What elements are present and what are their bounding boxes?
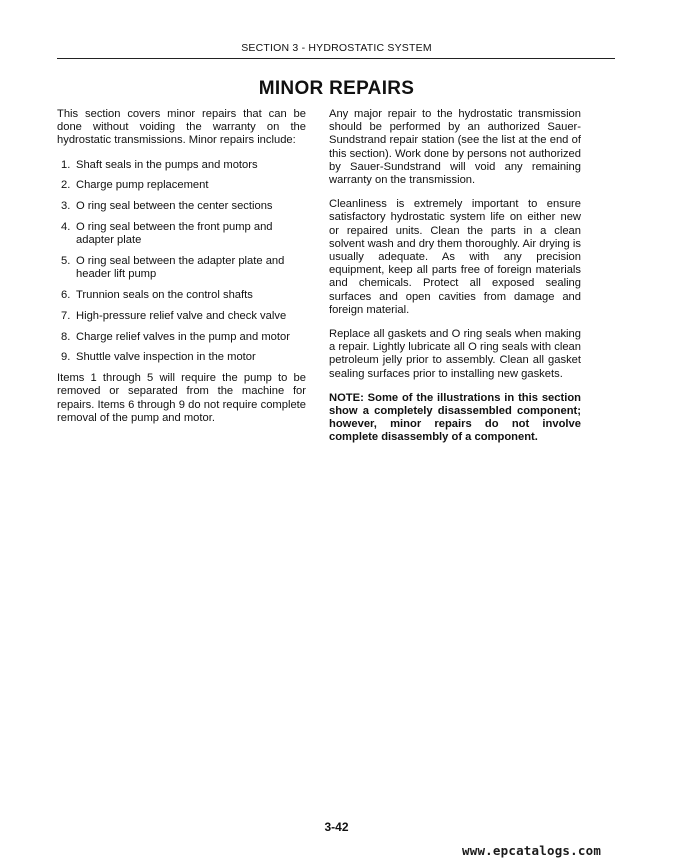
page-number: 3-42 (324, 820, 349, 834)
list-item-number: 6. (61, 289, 71, 301)
list-item-number: 2. (61, 179, 71, 192)
list-item-number: 5. (61, 255, 71, 267)
section-header: SECTION 3 - HYDROSTATIC SYSTEM (241, 42, 432, 54)
list-item (57, 351, 306, 364)
list-item (57, 179, 306, 192)
header-rule (57, 58, 615, 59)
list-item-number: 1. (61, 158, 71, 171)
list-item-number: 3. (61, 200, 71, 213)
list-item (57, 331, 306, 344)
gasket-paragraph: Replace all gaskets and O ring seals when making a repair. Lightly lubricate all O ring seals with clean petroleum jelly prior to assembly. Clean all gasket sealing surfaces prior to installing new gaskets. (329, 328, 581, 380)
major-repair-paragraph: Any major repair to the hydrostatic transmission should be performed by an authorized Sauer-Sundstrand repair station (see the list at the end of this section). Work done by persons not authorized by Sauer-Sundstrand will void any remaining warranty on the transmission. (329, 108, 581, 187)
list-item (57, 200, 306, 213)
left-column (57, 108, 306, 436)
list-item-text: O ring seal between the front pump and adapter plate (76, 221, 273, 247)
right-column (329, 108, 581, 456)
list-item (57, 310, 306, 323)
list-item (57, 289, 306, 302)
page-title: MINOR REPAIRS (258, 78, 415, 99)
cleanliness-paragraph: Cleanliness is extremely important to ensure satisfactory hydrostatic system life on either new or repaired units. Clean the parts in a clean solvent wash and dry them thoroughly. Air drying is usually adequate. As with any precision equipment, keep all parts free of foreign materials and chemicals. Protect all exposed sealing surfaces and open cavities from damage and foreign material. (329, 198, 581, 316)
list-item-number: 7. (61, 309, 71, 322)
closing-paragraph: Items 1 through 5 will require the pump to be removed or separated from the machine for repairs. Items 6 through 9 do not require complete removal of the pump and motor. (57, 372, 306, 424)
list-item (57, 159, 306, 172)
intro-paragraph: This section covers minor repairs that can be done without voiding the warranty on the hydrostatic transmissions. Minor repairs include: (57, 108, 306, 147)
list-item-text: Shaft seals in the pumps and motors (76, 158, 258, 171)
list-item-text: Charge pump replacement (76, 179, 209, 192)
note-paragraph: NOTE: Some of the illustrations in this section show a completely disassembled component; however, minor repairs do not involve complete disassembly of a component. (329, 391, 581, 444)
list-item-text: O ring seal between the center sections (76, 200, 273, 213)
list-item (57, 221, 306, 247)
list-item-number: 4. (61, 221, 71, 233)
list-item-text: Trunnion seals on the control shafts (76, 289, 253, 301)
list-item-text: Shuttle valve inspection in the motor (76, 351, 256, 364)
list-item-number: 9. (61, 351, 71, 364)
list-item (57, 255, 306, 281)
list-item-number: 8. (61, 330, 71, 343)
repair-list (57, 159, 306, 365)
list-item-text: High-pressure relief valve and check valve (76, 309, 287, 322)
list-item-text: Charge relief valves in the pump and motor (76, 330, 290, 343)
list-item-text: O ring seal between the adapter plate and header lift pump (76, 255, 285, 281)
watermark: www.epcatalogs.com (462, 843, 602, 858)
